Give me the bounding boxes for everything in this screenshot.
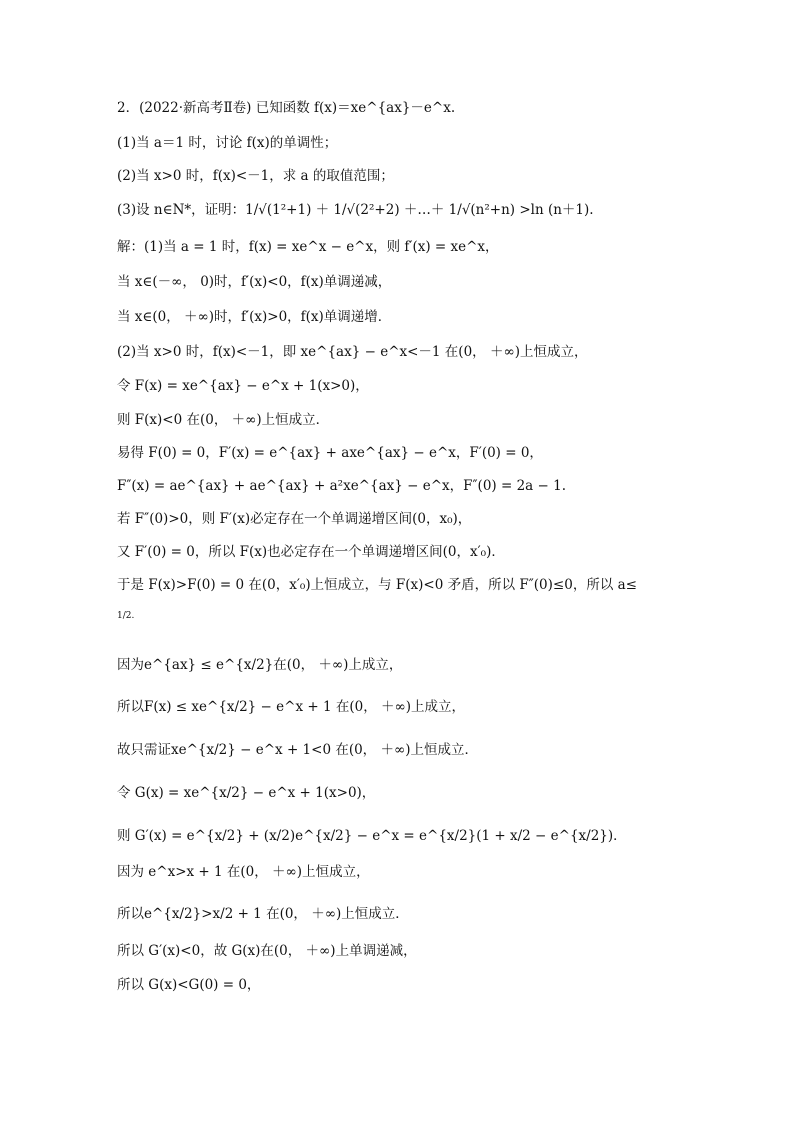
solution-line: 则 G′(x) = e^{x/2} + (x/2)e^{x/2} − e^x = e^{x/2}(1 + x/2 − e^{x/2})． [117, 828, 627, 844]
solution-line: 故只需证xe^{x/2} − e^x + 1<0 在(0， ＋∞)上恒成立． [117, 742, 478, 758]
solution-line: 所以 G(x)<G(0) = 0， [117, 977, 261, 993]
problem-part-1: (1)当 a＝1 时，讨论 f(x)的单调性； [117, 135, 338, 151]
solution-line: 则 F(x)<0 在(0， ＋∞)上恒成立． [117, 412, 330, 428]
solution-line: 若 F″(0)>0，则 F′(x)必定存在一个单调递增区间(0，x₀)， [117, 511, 472, 527]
problem-part-3: (3)设 n∈N*，证明：1/√(1²+1) ＋ 1/√(2²+2) ＋…＋ 1/√(n²+n) >ln (n＋1). [117, 202, 594, 218]
solution-line: 又 F′(0) = 0，所以 F(x)也必定存在一个单调递增区间(0，x′₀)． [117, 544, 505, 560]
solution-line-fraction: 1/2. [117, 611, 135, 621]
solution-line: 因为e^{ax} ≤ e^{x/2}在(0， ＋∞)上成立， [117, 657, 403, 673]
solution-line: 因为 e^x>x + 1 在(0， ＋∞)上恒成立， [117, 864, 370, 880]
solution-line: 易得 F(0) = 0，F′(x) = e^{ax} + axe^{ax} − e^x，F′(0) = 0， [117, 445, 543, 461]
solution-line: 令 F(x) = xe^{ax} − e^x + 1(x>0)， [117, 378, 369, 394]
solution-line: 令 G(x) = xe^{x/2} − e^x + 1(x>0)， [117, 785, 376, 801]
solution-line: F″(x) = ae^{ax} + ae^{ax} + a²xe^{ax} − e^x，F″(0) = 2a − 1. [117, 478, 566, 494]
solution-line: 于是 F(x)>F(0) = 0 在(0，x′₀)上恒成立，与 F(x)<0 矛盾，所以 F″(0)≤0，所以 a≤ [117, 577, 637, 593]
problem-part-2: (2)当 x>0 时，f(x)<－1，求 a 的取值范围； [117, 168, 394, 184]
solution-line: 当 x∈(－∞， 0)时，f′(x)<0，f(x)单调递减， [117, 274, 392, 290]
solution-line: 所以 G′(x)<0，故 G(x)在(0， ＋∞)上单调递减， [117, 943, 417, 959]
problem-header: 2．(2022·新高考Ⅱ卷) 已知函数 f(x)＝xe^{ax}－e^x. [117, 100, 456, 116]
solution-line: 所以e^{x/2}>x/2 + 1 在(0， ＋∞)上恒成立． [117, 906, 409, 922]
solution-line: (2)当 x>0 时，f(x)<－1，即 xe^{ax} − e^x<－1 在(0， ＋∞)上恒成立， [117, 344, 588, 360]
solution-line: 解：(1)当 a = 1 时，f(x) = xe^x − e^x，则 f′(x) = xe^x， [117, 239, 499, 255]
solution-line: 当 x∈(0， ＋∞)时，f′(x)>0，f(x)单调递增． [117, 309, 392, 325]
solution-line: 所以F(x) ≤ xe^{x/2} − e^x + 1 在(0， ＋∞)上成立， [117, 699, 465, 715]
